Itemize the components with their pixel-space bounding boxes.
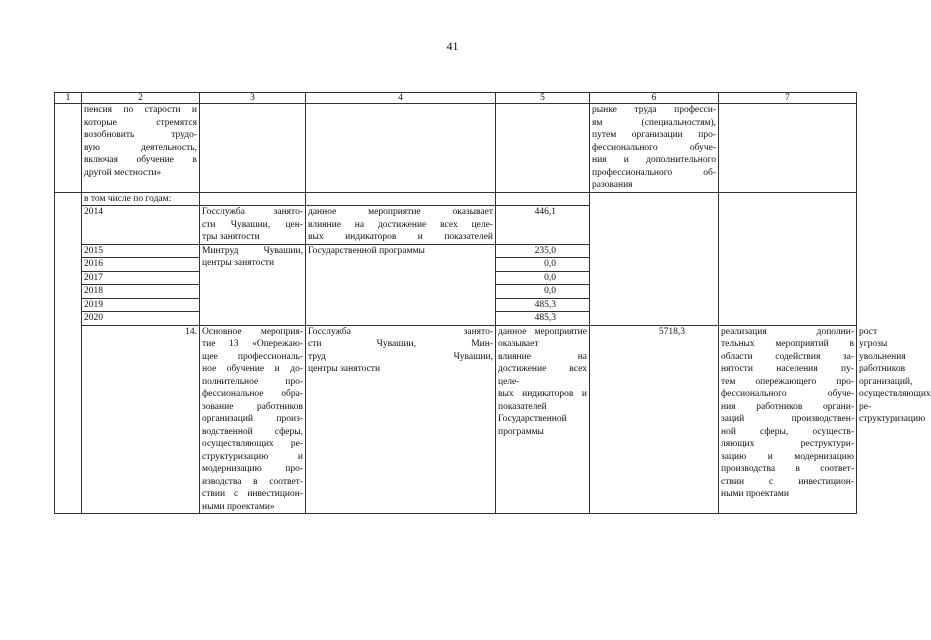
measure-14-executors xyxy=(306,325,496,514)
text-line: другой местности» xyxy=(84,167,162,178)
col-header-4: 4 xyxy=(306,93,496,104)
text-line: которые стремятся xyxy=(84,117,197,128)
effect-2015-2020 xyxy=(306,244,496,325)
funding-2020: 485,3 xyxy=(496,312,590,326)
measure-14-title xyxy=(200,325,306,514)
year-label: 2019 xyxy=(82,298,200,312)
text-line: полнительное про- xyxy=(202,376,303,387)
text-line: Государственной программы xyxy=(498,414,567,437)
text-line: организаций произ- xyxy=(202,414,303,424)
by-years-label: в том числе по годам: xyxy=(82,192,200,206)
years-result-empty xyxy=(590,192,719,325)
by-years-num-cell xyxy=(55,192,82,514)
cont-effect-cell xyxy=(306,104,496,193)
text-line: ствии с инвестицион- xyxy=(721,476,854,487)
text-line: путем организации про- xyxy=(592,130,716,140)
text-line: труд Чувашии, xyxy=(308,351,493,362)
text-line: области содействия за- xyxy=(721,351,854,362)
text-line: зование работников xyxy=(202,401,303,412)
text-line: осуществляющих ре- xyxy=(202,439,303,449)
text-line: изводства в соответ- xyxy=(202,476,303,487)
funding-2017: 0,0 xyxy=(496,271,590,285)
cont-executor-cell xyxy=(200,104,306,193)
text-line: центры занятости xyxy=(308,364,381,374)
text-line: структуризацию и xyxy=(202,451,303,462)
funding-2014: 446,1 xyxy=(496,206,590,245)
text-line: заций производствен- xyxy=(721,414,854,424)
cont-funding-cell xyxy=(496,104,590,193)
text-line: фессионального обуче- xyxy=(721,389,854,399)
col-header-7: 7 xyxy=(719,93,857,104)
text-line: ния работников органи- xyxy=(721,401,854,412)
measure-row-14: 14. Основное мероприя- тие 13 «Опережаю- щее профессиональ- ное обучение и до- полнительное про- фессиональное обра- зование работников организаций произ- водственной сферы, осуществляющих ре- структуризацию и модернизацию про- изводства в соответ- ствии с инвестицион- ными проектами» Госслужба занято- сти Чувашии, Мин- труд Чувашии, центры занятости данное мероприятие оказывает влияние на достижение всех целе- вых индикаторов и показателей Государственной программы 5718,3 реализация дополни- тельных мероприятий в области содействия за- нятости населения пу- тем опережающего про- фессионального обуче- ния работников органи- заций производствен- ной сферы, осуществ- ляющих реструктури- зацию и модернизацию производства в соответ- ствии с инвестицион- ными проектами рост угрозы увольнения работников организаций, осуществляющих ре- структуризацию xyxy=(55,325,857,514)
measure-14-effect xyxy=(496,325,590,514)
text-line: профессионального об- xyxy=(592,167,716,178)
text-line: водственной сферы, xyxy=(202,426,303,437)
measure-14-funding: 5718,3 xyxy=(590,325,719,514)
text-line: Государственной программы xyxy=(308,245,425,256)
text-line: фессиональное обра- xyxy=(202,389,303,399)
cont-measure-text xyxy=(82,104,200,193)
funding-2016: 0,0 xyxy=(496,258,590,272)
text-line: Госслужба занято- xyxy=(202,207,303,217)
text-line: вую деятельность, xyxy=(84,142,197,153)
funding-2015: 235,0 xyxy=(496,244,590,258)
year-label: 2014 xyxy=(82,206,200,245)
executor-2014 xyxy=(200,206,306,245)
text-line: влияние на достижение всех целе- xyxy=(498,351,587,387)
text-line: влияние на достижение всех целе- xyxy=(308,219,493,230)
effect-2014 xyxy=(306,206,496,245)
text-line: Минтруд Чувашии, xyxy=(202,245,303,256)
measure-14-result xyxy=(719,325,857,514)
text-line: ния и дополнительного xyxy=(592,155,716,165)
text-line: сти Чувашии, Мин- xyxy=(308,339,493,349)
cont-num-cell xyxy=(55,104,82,193)
column-number-row xyxy=(55,93,857,104)
col-header-1: 1 xyxy=(55,93,82,104)
executor-2015-2020 xyxy=(200,244,306,325)
col-header-6: 6 xyxy=(590,93,719,104)
continued-row xyxy=(55,104,857,193)
text-line: данное мероприятие оказывает xyxy=(498,326,587,349)
text-line: ной сферы, осуществ- xyxy=(721,426,854,437)
col-header-5: 5 xyxy=(496,93,590,104)
year-label: 2016 xyxy=(82,258,200,272)
funding-2018: 0,0 xyxy=(496,285,590,299)
text-line: ными проектами xyxy=(721,489,789,499)
text-line: сти Чувашии, цен- xyxy=(202,219,303,230)
text-line: тры занятости xyxy=(202,232,260,242)
text-line: ными проектами» xyxy=(202,501,275,512)
text-line: включая обучение в xyxy=(84,155,197,165)
text-line: фессионального обуче- xyxy=(592,142,716,153)
years-risk-empty xyxy=(719,192,857,325)
by-years-exec-empty xyxy=(200,192,306,206)
year-label: 2018 xyxy=(82,285,200,299)
text-line: ное обучение и до- xyxy=(202,364,303,374)
text-line: нятости населения пу- xyxy=(721,364,854,374)
text-line: данное мероприятие оказывает xyxy=(308,207,493,217)
text-line: производства в соответ- xyxy=(721,464,854,474)
year-label: 2017 xyxy=(82,271,200,285)
year-label: 2015 xyxy=(82,244,200,258)
funding-2019: 485,3 xyxy=(496,298,590,312)
text-line: ствии с инвестицион- xyxy=(202,489,303,499)
text-line: реализация дополни- xyxy=(721,326,854,337)
page-number: 41 xyxy=(446,39,459,53)
text-line: ляющих реструктури- xyxy=(721,439,854,449)
cont-risk-cell xyxy=(719,104,857,193)
by-years-effect-empty xyxy=(306,192,496,206)
text-line: тие 13 «Опережаю- xyxy=(202,339,303,349)
col-header-3: 3 xyxy=(200,93,306,104)
text-line: щее профессиональ- xyxy=(202,351,303,362)
measures-table xyxy=(54,92,931,514)
text-line: центры занятости xyxy=(202,258,275,268)
row-number: 14. xyxy=(82,325,200,514)
text-line: зацию и модернизацию xyxy=(721,451,854,462)
text-line: возобновить трудо- xyxy=(84,130,197,140)
text-line: Госслужба занято- xyxy=(308,326,493,337)
text-line: рынке труда професси- xyxy=(592,105,716,115)
text-line: тем опережающего про- xyxy=(721,376,854,387)
text-line: вых индикаторов и показателей xyxy=(308,232,493,242)
by-years-row xyxy=(55,192,857,206)
text-line: тельных мероприятий в xyxy=(721,339,854,349)
by-years-funding-empty xyxy=(496,192,590,206)
text-line: вых индикаторов и показателей xyxy=(498,389,587,412)
cont-result-text xyxy=(590,104,719,193)
text-line: пенсия по старости и xyxy=(84,105,197,115)
text-line: разования xyxy=(592,180,633,190)
text-line: ям (специальностям), xyxy=(592,117,716,128)
text-line: Основное мероприя- xyxy=(202,326,303,337)
col-header-2: 2 xyxy=(82,93,200,104)
text-line: модернизацию про- xyxy=(202,464,303,474)
year-label: 2020 xyxy=(82,312,200,326)
